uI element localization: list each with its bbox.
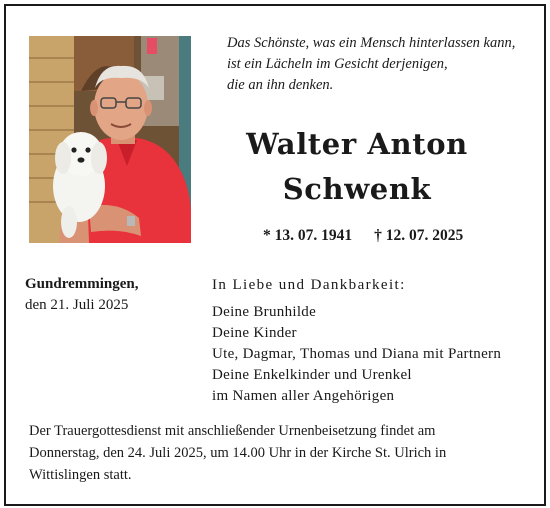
mourner-line: Deine Enkelkinder und Urenkel xyxy=(212,367,412,383)
deceased-surname: Schwenk xyxy=(282,172,432,206)
memorial-quote xyxy=(227,33,515,96)
portrait-photo xyxy=(29,36,191,243)
mourner-line: Ute, Dagmar, Thomas und Diana mit Partnern xyxy=(212,346,502,362)
mourner-line: im Namen aller Angehörigen xyxy=(212,388,395,404)
mourner-line: Deine Kinder xyxy=(212,325,297,341)
quote-line: die an ihn denken. xyxy=(227,77,334,93)
mourner-line: Deine Brunhilde xyxy=(212,304,317,320)
birth-date: * 13. 07. 1941 xyxy=(263,227,353,244)
service-line: Wittislingen statt. xyxy=(29,467,132,483)
place-and-date xyxy=(25,274,139,316)
service-line: Donnerstag, den 24. Juli 2025, um 14.00 Uhr in der Kirche St. Ulrich in xyxy=(29,445,447,461)
quote-line: ist ein Lächeln im Gesicht derjenigen, xyxy=(227,56,448,72)
service-announcement xyxy=(29,420,523,486)
service-line: Der Trauergottesdienst mit anschließender Urnenbeisetzung findet am xyxy=(29,423,436,439)
place-town: Gundremmingen, xyxy=(25,276,139,292)
quote-line: Das Schönste, was ein Mensch hinterlassen kann, xyxy=(227,35,516,51)
notice-date: den 21. Juli 2025 xyxy=(25,297,129,313)
mourners-heading: In Liebe und Dankbarkeit: xyxy=(212,277,406,293)
mourners-block xyxy=(212,275,501,407)
death-date: † 12. 07. 2025 xyxy=(374,227,464,244)
deceased-first-names: Walter Anton xyxy=(246,127,468,161)
life-dates xyxy=(263,227,463,245)
